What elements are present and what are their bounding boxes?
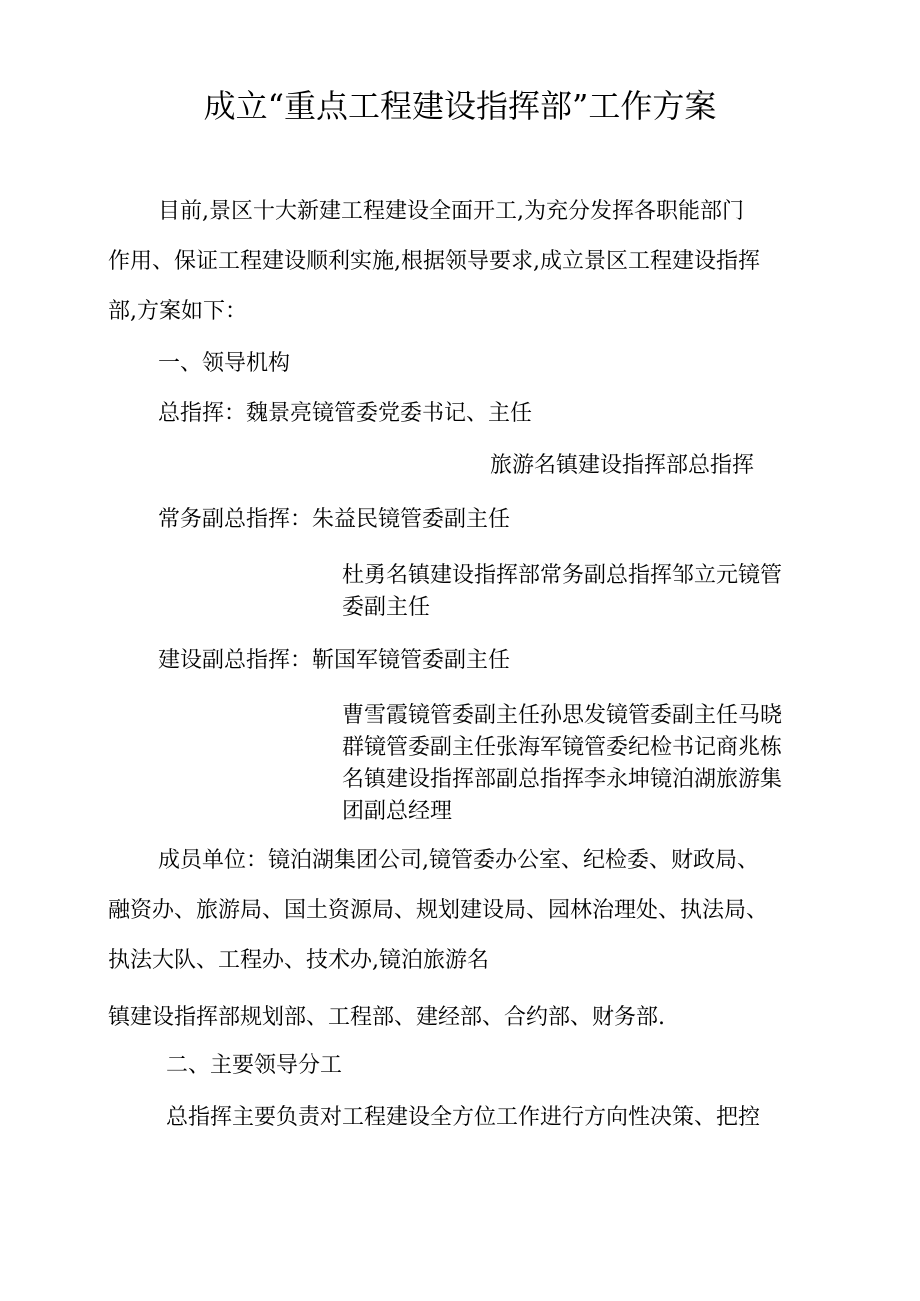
- member-units-line-4: 镇建设指挥部规划部、工程部、建经部、合约部、财务部.: [108, 1005, 665, 1030]
- section-2-heading: 二、主要领导分工: [166, 1053, 343, 1078]
- executive-deputy-line-2: 委副主任: [342, 595, 431, 620]
- construction-deputy-line-3: 名镇建设指挥部副总指挥李永坤镜泊湖旅游集: [342, 767, 783, 792]
- construction-deputy-line-1: 曹雪霞镜管委副主任孙思发镜管委副主任马晓: [342, 703, 783, 728]
- member-units-line-2: 融资办、旅游局、国土资源局、规划建设局、园林治理处、执法局、: [108, 898, 769, 923]
- executive-deputy-commander: 常务副总指挥：朱益民镜管委副主任: [158, 507, 511, 532]
- intro-line-2: 作用、保证工程建设顺利实施,根据领导要求,成立景区工程建设指挥: [108, 249, 760, 274]
- construction-deputy-line-4: 团副总经理: [342, 799, 453, 824]
- member-units-line-1: 成员单位：镜泊湖集团公司,镜管委办公室、纪检委、财政局、: [158, 848, 759, 873]
- construction-deputy-commander: 建设副总指挥：靳国军镜管委副主任: [158, 648, 511, 673]
- construction-deputy-list: [342, 700, 782, 828]
- executive-deputy-list: [342, 560, 782, 624]
- intro-line-1: 目前,景区十大新建工程建设全面开工,为充分发挥各职能部门: [158, 199, 744, 224]
- construction-deputy-line-2: 群镜管委副主任张海军镜管委纪检书记商兆栋: [342, 735, 783, 760]
- member-units-line-3: 执法大队、工程办、技术办,镜泊旅游名: [108, 948, 489, 973]
- document-title: 成立“重点工程建设指挥部”工作方案: [203, 87, 717, 125]
- chief-commander: 总指挥：魏景亮镜管委党委书记、主任: [158, 401, 533, 426]
- section-2-line-1: 总指挥主要负责对工程建设全方位工作进行方向性决策、把控: [166, 1105, 761, 1130]
- chief-commander-continued: 旅游名镇建设指挥部总指挥: [490, 453, 755, 478]
- intro-line-3: 部,方案如下：: [108, 299, 247, 324]
- section-1-heading: 一、领导机构: [158, 351, 291, 376]
- executive-deputy-line-1: 杜勇名镇建设指挥部常务副总指挥邹立元镜管: [342, 563, 783, 588]
